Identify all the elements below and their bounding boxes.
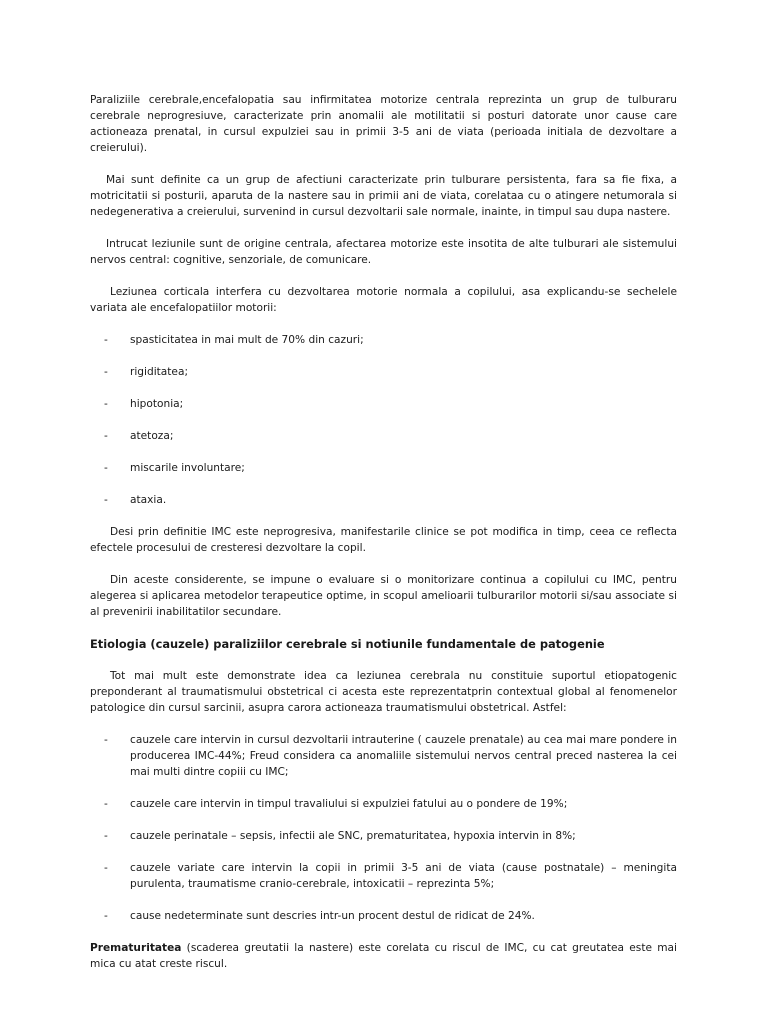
list-item: [90, 732, 677, 780]
bullet-dash: -: [104, 494, 108, 506]
bullet-dash: -: [104, 862, 108, 874]
paragraph-prematurity: [90, 940, 677, 972]
list-item: [90, 908, 677, 924]
paragraph-central-origin: Intrucat leziunile sunt de origine centrala, afectarea motorize este insotita de alte tulburari ale sistemului nervos central: cognitive, senzoriale, de comunicare.: [90, 238, 677, 266]
list-item-text: cauzele variate care intervin la copii in primii 3-5 ani de viata (cause postnatale) – meningita purulenta, traumatisme cranio-cerebrale, intoxicatii – reprezinta 5%;: [130, 862, 677, 890]
list-item: [90, 364, 677, 380]
list-item: [90, 796, 677, 812]
list-item-text: atetoza;: [130, 430, 174, 442]
bullet-dash: -: [104, 334, 108, 346]
list-item-text: cauzele care intervin in timpul travaliului si expulziei fatului au o pondere de 19%;: [130, 798, 568, 810]
document-page: [90, 92, 677, 988]
bullet-dash: -: [104, 830, 108, 842]
list-item-text: ataxia.: [130, 494, 167, 506]
prematurity-term: Prematuritatea: [90, 942, 182, 954]
bullet-dash: -: [104, 734, 108, 746]
list-item: [90, 396, 677, 412]
list-item: [90, 860, 677, 892]
paragraph-non-progressive: Desi prin definitie IMC este neprogresiva, manifestarile clinice se pot modifica in timp, ceea ce reflecta efectele procesului de cresteresi dezvoltare la copil.: [90, 526, 677, 554]
list-item-text: miscarile involuntare;: [130, 462, 245, 474]
list-item: [90, 828, 677, 844]
list-item-text: hipotonia;: [130, 398, 184, 410]
bullet-dash: -: [104, 910, 108, 922]
paragraph-cortical-lesion: Leziunea corticala interfera cu dezvoltarea motorie normala a copilului, asa explicandu-se sechelele variata ale encefalopatiilor motorii:: [90, 286, 677, 314]
bullet-dash: -: [104, 462, 108, 474]
list-item-text: spasticitatea in mai mult de 70% din cazuri;: [130, 334, 364, 346]
paragraph-monitoring: Din aceste considerente, se impune o evaluare si o monitorizare continua a copilului cu IMC, pentru alegerea si aplicarea metodelor terapeutice optime, in scopul amelioarii tulburarilor motorii si/sau associate si al prevenirii inabilitatilor secundare.: [90, 574, 677, 618]
list-item: [90, 332, 677, 348]
bullet-dash: -: [104, 430, 108, 442]
bullet-dash: -: [104, 398, 108, 410]
paragraph-etiopathogenic: Tot mai mult este demonstrate idea ca leziunea cerebrala nu constituie suportul etiopatogenic preponderant al traumatismului obstetrical ci acesta este reprezentatprin contextual global al fenomenelor patologice din cursul sarcinii, asupra carora actioneaza traumatismului obstetrical. Astfel:: [90, 670, 677, 714]
list-item: [90, 460, 677, 476]
bullet-dash: -: [104, 798, 108, 810]
prematurity-text: (scaderea greutatii la nastere) este corelata cu riscul de IMC, cu cat greutatea este mai mica cu atat creste riscul.: [90, 942, 677, 970]
list-item-text: cauzele care intervin in cursul dezvoltarii intrauterine ( cauzele prenatale) au cea mai mare pondere in producerea IMC-44%; Freud considera ca anomaliile sistemului nervos central preced nasterea la cei mai multi dintre copiii cu IMC;: [130, 734, 677, 778]
bullet-dash: -: [104, 366, 108, 378]
list-item: [90, 492, 677, 508]
causes-list: [90, 732, 677, 924]
list-item-text: cauzele perinatale – sepsis, infectii ale SNC, prematuritatea, hypoxia intervin in 8%;: [130, 830, 576, 842]
list-item-text: cause nedeterminate sunt descries intr-un procent destul de ridicat de 24%.: [130, 910, 535, 922]
paragraph-definition: Paraliziile cerebrale,encefalopatia sau infirmitatea motorize centrala reprezinta un grup de tulburaru cerebrale neprogresiuve, caracterizate prin anomalii ale motilitatii si posturi datorate unor cause care actioneaza prenatal, in cursul expulziei sau in primii 3-5 ani de viata (perioada initiala de dezvoltare a creierului).: [90, 94, 677, 154]
section-heading: Etiologia (cauzele) paraliziilor cerebrale si notiunile fundamentale de patogenie: [90, 637, 605, 651]
symptoms-list: [90, 332, 677, 508]
list-item: [90, 428, 677, 444]
list-item-text: rigiditatea;: [130, 366, 189, 378]
paragraph-definition-2: Mai sunt definite ca un grup de afectiuni caracterizate prin tulburare persistenta, fara sa fie fixa, a motricitatii si posturii, aparuta de la nastere sau in primii ani de viata, corelataa cu o atingere netumorala si nedegenerativa a creierului, survenind in cursul dezvoltarii sale normale, inainte, in timpul sau dupa nastere.: [90, 174, 677, 218]
